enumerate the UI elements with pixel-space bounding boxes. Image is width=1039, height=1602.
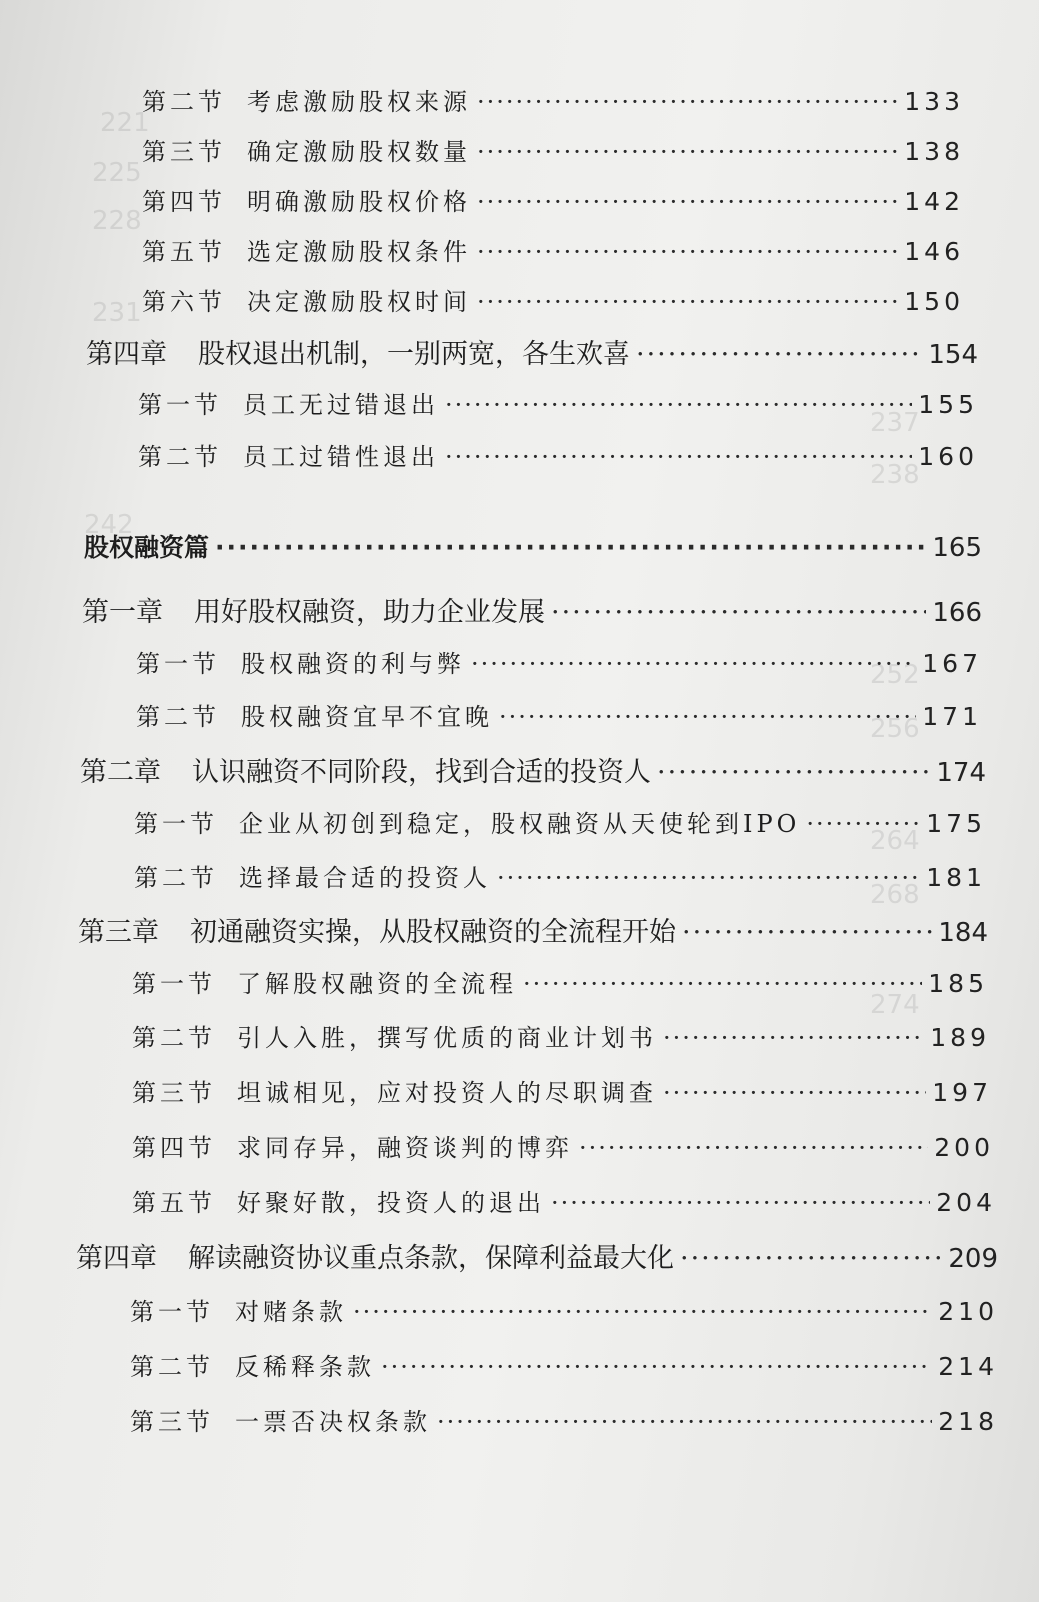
toc-chapter-entry (76, 1236, 998, 1275)
dot-leader (445, 443, 912, 471)
section-title: 员工无过错退出 (243, 391, 439, 419)
section-title: 股权融资的利与弊 (241, 650, 465, 678)
page-number: 204 (936, 1188, 996, 1217)
dot-leader (497, 864, 920, 892)
section-title: 引人入胜，撰写优质的商业计划书 (237, 1024, 657, 1052)
page-number: 150 (904, 287, 964, 316)
section-label: 第二节 (142, 88, 226, 116)
chapter-label: 第四章 (76, 1243, 157, 1274)
page-number: 174 (936, 758, 986, 788)
chapter-title: 用好股权融资，助力企业发展 (194, 597, 545, 628)
toc-section-entry (136, 697, 982, 732)
page-number: 197 (932, 1078, 992, 1107)
section-label: 第二节 (132, 1024, 216, 1052)
section-label: 第二节 (130, 1353, 214, 1381)
section-label: 第二节 (136, 703, 220, 731)
section-label: 第五节 (132, 1189, 216, 1217)
ghost-bleed-through: 256 (870, 714, 920, 744)
toc-chapter-entry (82, 590, 982, 629)
dot-leader (663, 1024, 924, 1052)
dot-leader (663, 1079, 926, 1107)
ghost-bleed-through: 264 (870, 826, 920, 856)
toc-section-entry (132, 1018, 990, 1053)
section-title: 考虑激励股权来源 (247, 88, 471, 116)
section-title: 反稀释条款 (235, 1353, 375, 1381)
section-label: 第一节 (138, 391, 222, 419)
section-title: 股权融资宜早不宜晚 (241, 703, 493, 731)
dot-leader (477, 88, 898, 116)
toc-section-entry (132, 964, 988, 999)
page-number: 133 (904, 87, 964, 116)
dot-leader (445, 391, 912, 419)
section-label: 第三节 (132, 1079, 216, 1107)
section-title: 对赌条款 (235, 1298, 347, 1326)
ghost-bleed-through: 231 (92, 298, 142, 328)
dot-leader (437, 1408, 932, 1436)
toc-section-entry (132, 1183, 996, 1218)
chapter-label: 第二章 (80, 757, 161, 788)
chapter-label: 第四章 (86, 339, 167, 370)
ghost-bleed-through: 237 (870, 408, 920, 438)
toc-chapter-entry (80, 750, 986, 789)
ghost-bleed-through: 268 (870, 880, 920, 910)
ghost-bleed-through: 274 (870, 990, 920, 1020)
page-number: 185 (928, 969, 988, 998)
section-label: 第五节 (142, 238, 226, 266)
page-number: 138 (904, 137, 964, 166)
page-number: 218 (938, 1407, 998, 1436)
ghost-bleed-through: 238 (870, 460, 920, 490)
ghost-bleed-through: 252 (870, 660, 920, 690)
section-title: 明确激励股权价格 (247, 188, 471, 216)
chapter-title: 解读融资协议重点条款，保障利益最大化 (188, 1243, 674, 1274)
chapter-title: 认识融资不同阶段，找到合适的投资人 (192, 757, 651, 788)
toc-section-entry (142, 82, 964, 117)
page-number: 200 (934, 1133, 994, 1162)
toc-chapter-entry (86, 332, 978, 371)
section-label: 第一节 (132, 970, 216, 998)
toc-section-entry (132, 1128, 994, 1163)
toc-part-entry (84, 528, 982, 564)
toc-section-entry (132, 1073, 992, 1108)
toc-section-entry (142, 232, 964, 267)
dot-leader (477, 238, 898, 266)
dot-leader (579, 1134, 928, 1162)
page-number: 184 (938, 918, 988, 948)
section-title: 一票否决权条款 (235, 1408, 431, 1436)
dot-leader (381, 1353, 932, 1381)
page-number: 175 (926, 809, 986, 838)
chapter-label: 第一章 (82, 597, 163, 628)
ghost-bleed-through: 242 (84, 510, 134, 540)
toc-section-entry (138, 437, 978, 472)
section-title: 员工过错性退出 (243, 443, 439, 471)
page-number: 214 (938, 1352, 998, 1381)
ghost-bleed-through: 221 (100, 108, 150, 138)
part-title: 股权融资篇 (84, 533, 210, 562)
dot-leader (680, 1243, 942, 1274)
dot-leader (471, 650, 916, 678)
toc-section-entry (142, 182, 964, 217)
section-label: 第四节 (132, 1134, 216, 1162)
page-number: 171 (922, 702, 982, 731)
section-title: 求同存异，融资谈判的博弈 (237, 1134, 573, 1162)
toc-section-entry (138, 385, 978, 420)
toc-section-entry (134, 804, 986, 839)
toc-section-entry (134, 858, 986, 893)
section-label: 第三节 (142, 138, 226, 166)
chapter-title: 初通融资实操，从股权融资的全流程开始 (190, 917, 676, 948)
toc-section-entry (142, 132, 964, 167)
section-label: 第四节 (142, 188, 226, 216)
ghost-bleed-through: 225 (92, 158, 142, 188)
dot-leader (551, 1189, 930, 1217)
page-number: 181 (926, 863, 986, 892)
section-label: 第一节 (136, 650, 220, 678)
page-number: 160 (918, 442, 978, 471)
toc-chapter-entry (78, 910, 988, 949)
dot-leader (682, 917, 932, 948)
dot-leader (353, 1298, 932, 1326)
section-title: 好聚好散，投资人的退出 (237, 1189, 545, 1217)
section-title: 选定激励股权条件 (247, 238, 471, 266)
chapter-label: 第三章 (78, 917, 159, 948)
section-label: 第二节 (138, 443, 222, 471)
page-number: 166 (932, 598, 982, 628)
dot-leader (477, 188, 898, 216)
section-label: 第六节 (142, 288, 226, 316)
dot-leader (806, 810, 920, 838)
page-number: 146 (904, 237, 964, 266)
page-number: 209 (948, 1244, 998, 1274)
section-title: 企业从初创到稳定，股权融资从天使轮到IPO (239, 810, 801, 838)
toc-section-entry (130, 1402, 998, 1437)
dot-leader (477, 288, 898, 316)
section-title: 了解股权融资的全流程 (237, 970, 517, 998)
toc-section-entry (130, 1347, 998, 1382)
page-number: 142 (904, 187, 964, 216)
dot-leader (215, 533, 926, 562)
dot-leader (657, 757, 930, 788)
section-label: 第一节 (134, 810, 218, 838)
dot-leader (551, 597, 926, 628)
page-number: 155 (918, 390, 978, 419)
section-title: 选择最合适的投资人 (239, 864, 491, 892)
ghost-bleed-through: 228 (92, 206, 142, 236)
section-title: 决定激励股权时间 (247, 288, 471, 316)
section-label: 第二节 (134, 864, 218, 892)
dot-leader (636, 339, 922, 370)
section-title: 坦诚相见，应对投资人的尽职调查 (237, 1079, 657, 1107)
section-label: 第三节 (130, 1408, 214, 1436)
toc-section-entry (130, 1292, 998, 1327)
toc-section-entry (142, 282, 964, 317)
page-number: 167 (922, 649, 982, 678)
chapter-title: 股权退出机制，一别两宽，各生欢喜 (198, 339, 630, 370)
section-title: 确定激励股权数量 (247, 138, 471, 166)
dot-leader (523, 970, 922, 998)
page-number: 165 (932, 533, 982, 563)
dot-leader (499, 703, 916, 731)
dot-leader (477, 138, 898, 166)
page-number: 210 (938, 1297, 998, 1326)
page-number: 189 (930, 1023, 990, 1052)
page-number: 154 (928, 340, 978, 370)
section-label: 第一节 (130, 1298, 214, 1326)
toc-section-entry (136, 644, 982, 679)
